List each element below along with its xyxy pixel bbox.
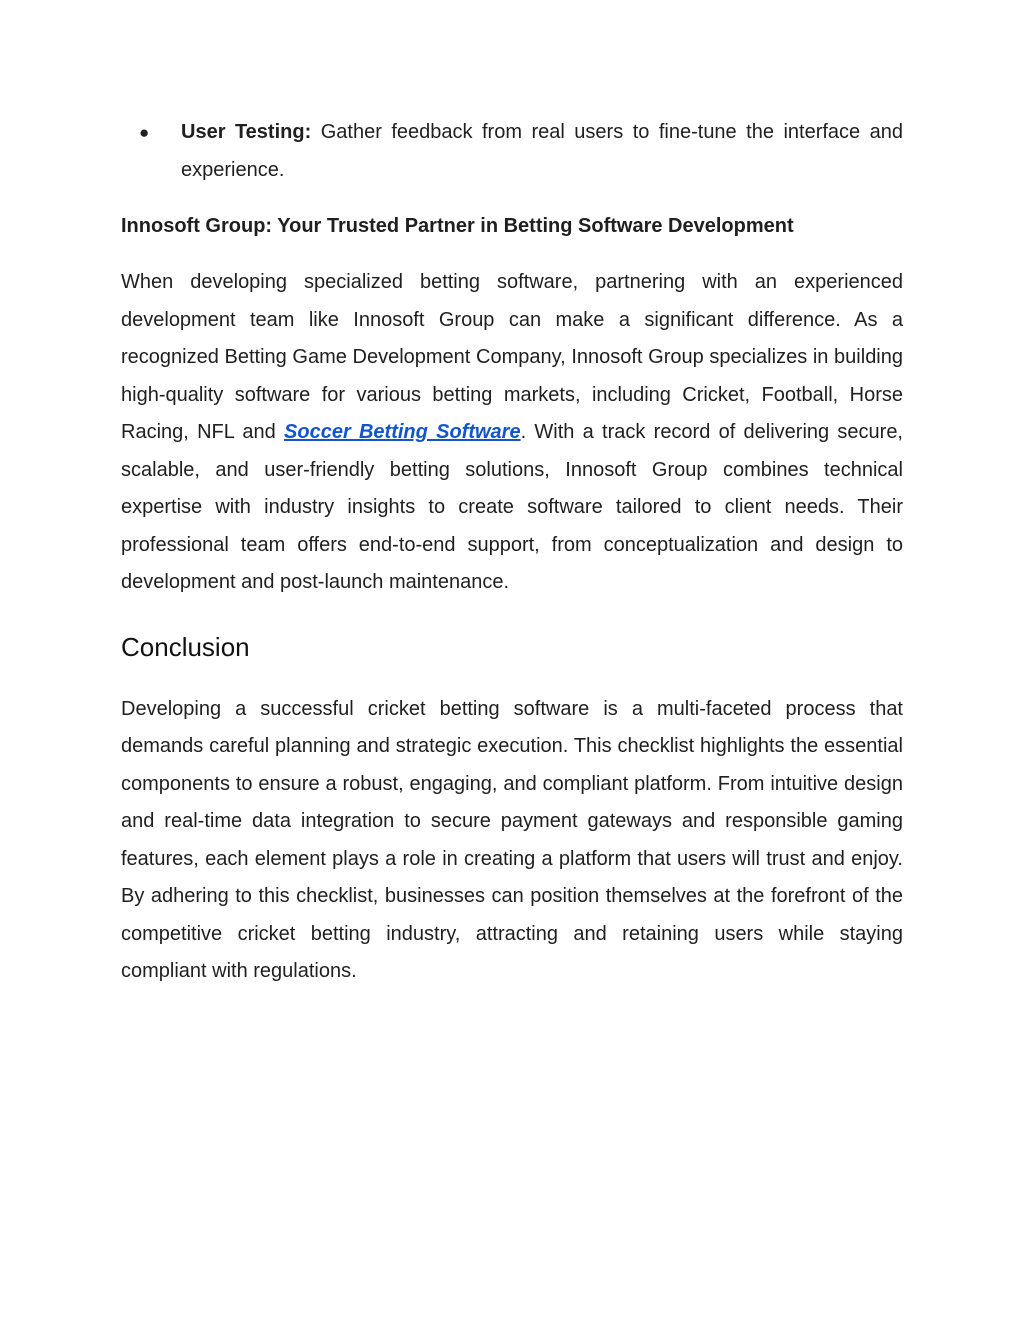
partner-paragraph: [121, 264, 903, 602]
conclusion-paragraph: Developing a successful cricket betting software is a multi-faceted process that demands careful planning and strategic execution. This checklist highlights the essential components to ensure a robust, engaging, and compliant platform. From intuitive design and real-time data integration to secure payment gateways and responsible gaming features, each element plays a role in creating a platform that users will trust and enjoy. By adhering to this checklist, businesses can position themselves at the forefront of the competitive cricket betting industry, attracting and retaining users while staying compliant with regulations.: [121, 697, 903, 982]
bullet-title: User Testing:: [181, 121, 312, 143]
list-item: [121, 114, 903, 189]
partner-text-after-link: . With a track record of delivering secure, scalable, and user-friendly betting solutions, Innosoft Group combines technical expertise with industry insights to create software tailored to client needs. Their professional team offers end-to-end support, from conceptualization and design to development and post-launch maintenance.: [121, 421, 903, 593]
partner-heading: Innosoft Group: Your Trusted Partner in Betting Software Development: [121, 215, 794, 237]
soccer-betting-software-link[interactable]: Soccer Betting Software: [284, 421, 521, 443]
bullet-list: [121, 114, 903, 189]
document-page: [121, 114, 903, 991]
bullet-dot-icon: ●: [139, 123, 150, 142]
partner-text-before-link: When developing specialized betting software, partnering with an experienced development team like Innosoft Group can make a significant difference. As a recognized Betting Game Development Company, Innosoft Group specializes in building high-quality software for various betting markets, including Cricket, Football, Horse Racing, NFL and: [121, 271, 903, 443]
conclusion-heading: Conclusion: [121, 631, 250, 662]
bullet-text: Gather feedback from real users to fine-tune the interface and experience.: [181, 121, 903, 181]
